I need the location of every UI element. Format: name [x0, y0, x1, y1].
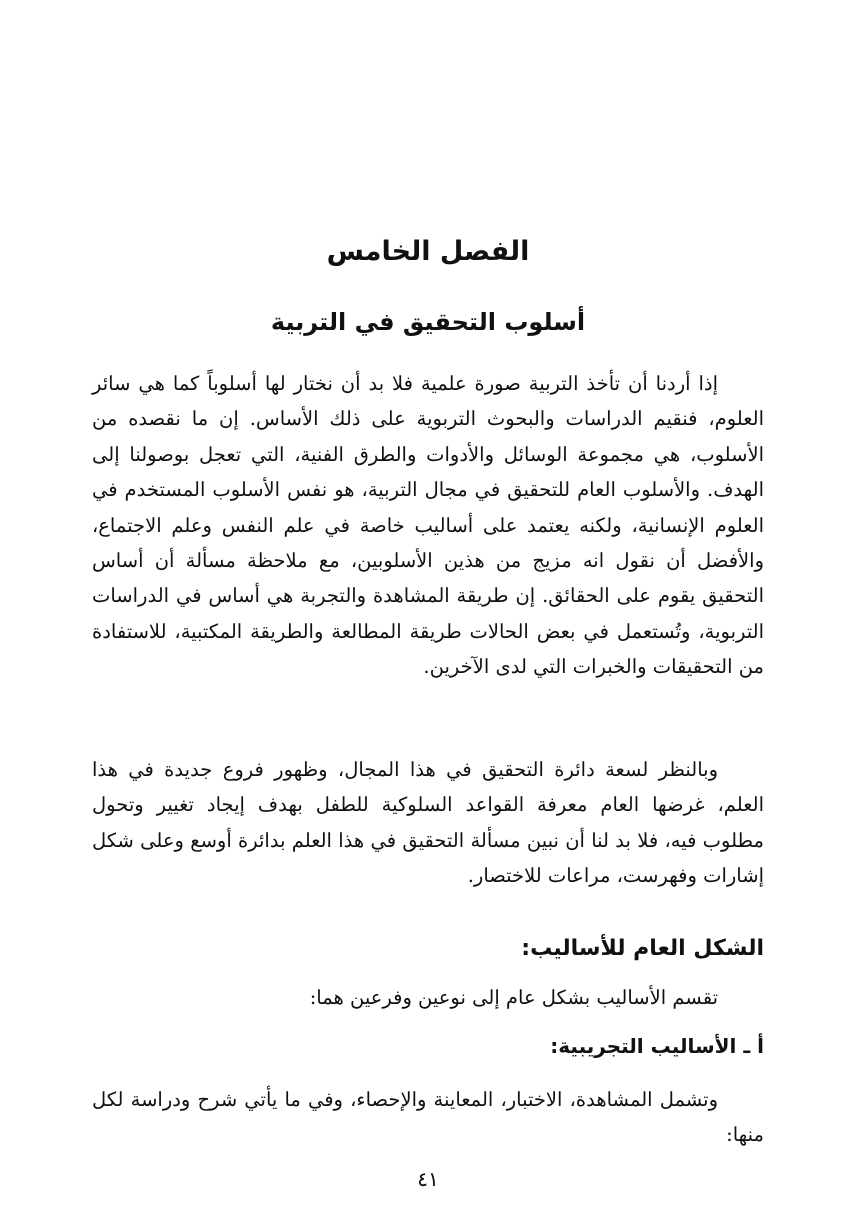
- page-number: ٤١: [417, 1167, 439, 1191]
- section-intro: تقسم الأساليب بشكل عام إلى نوعين وفرعين هما:: [309, 986, 718, 1009]
- section-heading: الشكل العام للأساليب:: [521, 936, 764, 961]
- body-paragraph-1: إذا أردنا أن تأخذ التربية صورة علمية فلا بد أن نختار لها أسلوباً كما هي سائر العلوم، فنقيم الدراسات والبحوث التربوية على ذلك الأساس. إن ما نقصده من الأسلوب، هي مجموعة الوسائل والأدوات والطرق الفنية، التي تعجل بوصولنا إلى الهدف. والأسلوب العام للتحقيق في مجال التربية، هو نفس الأسلوب المستخدم في العلوم الإنسانية، ولكنه يعتمد على أساليب خاصة في علم النفس وعلم الاجتماع، والأفضل أن نقول انه مزيج من هذين الأسلوبين، مع ملاحظة مسألة أن أساس التحقيق يقوم على الحقائق. إن طريقة المشاهدة والتجربة هي أساس في الدراسات التربوية، وتُستعمل في بعض الحالات طريقة المطالعة والطريقة المكتبية، للاستفادة من التحقيقات والخبرات التي لدى الآخرين.: [92, 372, 764, 679]
- body-paragraph-2: وبالنظر لسعة دائرة التحقيق في هذا المجال، وظهور فروع جديدة في هذا العلم، غرضها العام معرفة القواعد السلوكية للطفل بهدف إيجاد تغيير وتحول مطلوب فيه، فلا بد لنا أن نبين مسألة التحقيق في هذا العلم بدائرة أوسع وعلى شكل إشارات وفهرست، مراعات للاختصار.: [92, 758, 764, 888]
- subsection-heading: أ ـ الأساليب التجريبية:: [550, 1034, 764, 1058]
- book-page: [92, 0, 764, 1224]
- chapter-title: الفصل الخامس: [326, 236, 530, 267]
- chapter-subtitle: أسلوب التحقيق في التربية: [270, 308, 586, 336]
- body-paragraph-3: وتشمل المشاهدة، الاختبار، المعاينة والإحصاء، وفي ما يأتي شرح ودراسة لكل منها:: [92, 1088, 764, 1147]
